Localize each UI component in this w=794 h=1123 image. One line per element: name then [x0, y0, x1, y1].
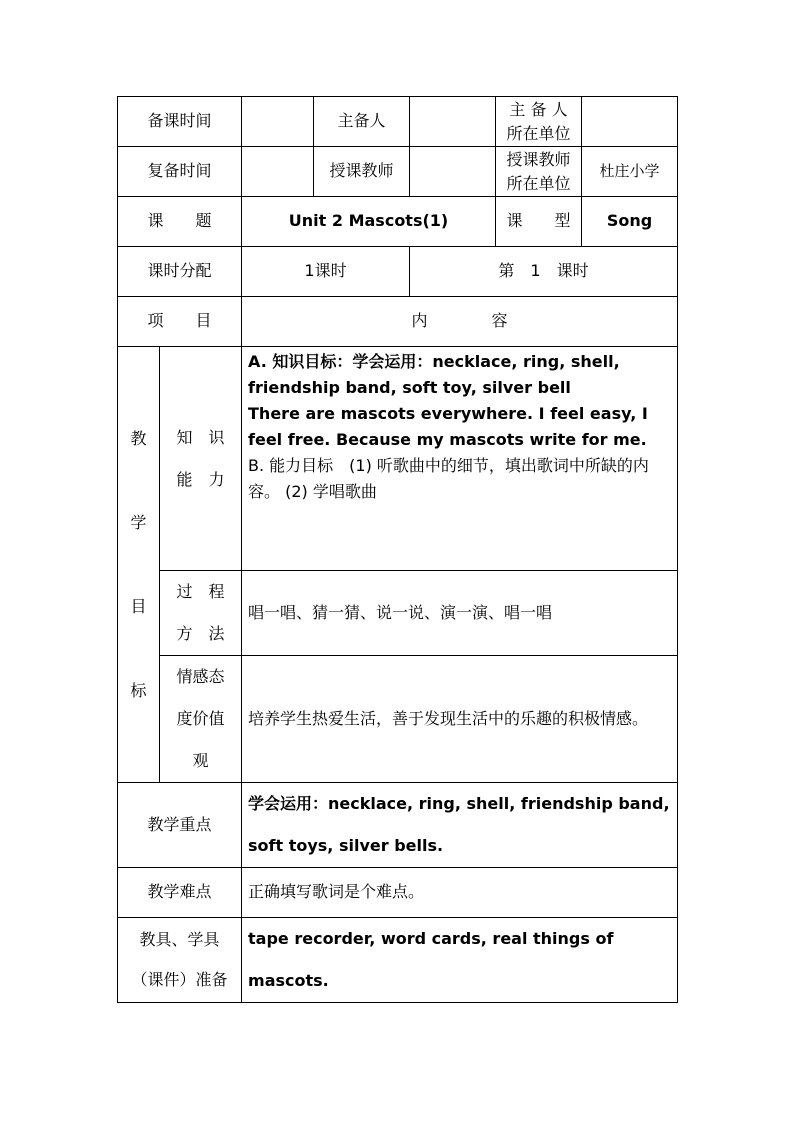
teacher-label: 授课教师 — [314, 147, 410, 197]
goals-char-2: 学 — [130, 512, 147, 532]
hours-value: 1课时 — [242, 247, 410, 297]
hours-label: 课时分配 — [118, 247, 242, 297]
teacher-unit-value: 杜庄小学 — [582, 147, 678, 197]
main-unit-label — [496, 97, 582, 147]
teacher-unit-label-line2: 所在单位 — [506, 173, 571, 193]
review-time-value — [242, 147, 314, 197]
goals-char-4: 标 — [130, 680, 147, 700]
topic-value: Unit 2 Mascots(1) — [242, 197, 496, 247]
prep-time-label: 备课时间 — [118, 97, 242, 147]
difficulties-content: 正确填写歌词是个难点。 — [242, 868, 678, 918]
teacher-value — [410, 147, 496, 197]
emotion-label-line1: 情感态 — [176, 667, 225, 686]
emotion-label-line2: 度价值 — [176, 709, 225, 728]
knowledge-line-b: B. 能力目标 (1) 听歌曲中的细节，填出歌词中所缺的内容。 (2) 学唱歌曲 — [248, 456, 649, 501]
knowledge-label-line2: 能 力 — [176, 469, 225, 489]
row-materials — [118, 918, 678, 1003]
goals-group-label — [118, 347, 160, 783]
prep-time-value — [242, 97, 314, 147]
materials-content: tape recorder, word cards, real things of mascots. — [242, 918, 678, 1003]
knowledge-line-en: There are mascots everywhere. I feel easy, I feel free. Because my mascots write for me. — [248, 404, 648, 449]
knowledge-label-line1: 知 识 — [176, 427, 225, 447]
row-key-points — [118, 783, 678, 868]
item-label: 项 目 — [118, 297, 242, 347]
process-content: 唱一唱、猜一猜、说一说、演一演、唱一唱 — [242, 571, 678, 656]
emotion-label — [160, 656, 242, 783]
process-label-line2: 方 法 — [176, 624, 225, 643]
type-value: Song — [582, 197, 678, 247]
main-preparer-value — [410, 97, 496, 147]
teacher-unit-label-line1: 授课教师 — [506, 149, 571, 169]
main-preparer-label: 主备人 — [314, 97, 410, 147]
review-time-label: 复备时间 — [118, 147, 242, 197]
main-unit-label-line1: 主 备 人 — [509, 99, 568, 119]
key-points-label: 教学重点 — [118, 783, 242, 868]
knowledge-content — [242, 347, 678, 571]
row-prep-time — [118, 97, 678, 147]
main-unit-value — [582, 97, 678, 147]
teacher-unit-label — [496, 147, 582, 197]
row-difficulties — [118, 868, 678, 918]
main-unit-label-line2: 所在单位 — [506, 123, 571, 143]
materials-label-line1: 教具、学具 — [139, 930, 220, 949]
session-label: 第 1 课时 — [410, 247, 678, 297]
goals-char-3: 目 — [130, 596, 147, 616]
row-header — [118, 297, 678, 347]
emotion-content: 培养学生热爱生活，善于发现生活中的乐趣的积极情感。 — [242, 656, 678, 783]
goals-char-1: 教 — [130, 428, 147, 448]
key-points-content: 学会运用：necklace, ring, shell, friendship band, soft toys, silver bells. — [242, 783, 678, 868]
row-hours — [118, 247, 678, 297]
row-goal-process — [118, 571, 678, 656]
lesson-plan-table — [117, 96, 678, 1003]
emotion-label-line3: 观 — [192, 751, 209, 770]
materials-label — [118, 918, 242, 1003]
knowledge-line-a: A. 知识目标：学会运用：necklace, ring, shell, friendship band, soft toy, silver bell — [248, 352, 620, 397]
knowledge-label — [160, 347, 242, 571]
content-label: 内 容 — [242, 297, 678, 347]
topic-label: 课 题 — [118, 197, 242, 247]
row-topic — [118, 197, 678, 247]
row-goal-knowledge — [118, 347, 678, 571]
type-label: 课 型 — [496, 197, 582, 247]
materials-label-line2: （课件）准备 — [131, 970, 228, 989]
process-label-line1: 过 程 — [176, 582, 225, 601]
process-label — [160, 571, 242, 656]
row-review-time — [118, 147, 678, 197]
row-goal-emotion — [118, 656, 678, 783]
difficulties-label: 教学难点 — [118, 868, 242, 918]
